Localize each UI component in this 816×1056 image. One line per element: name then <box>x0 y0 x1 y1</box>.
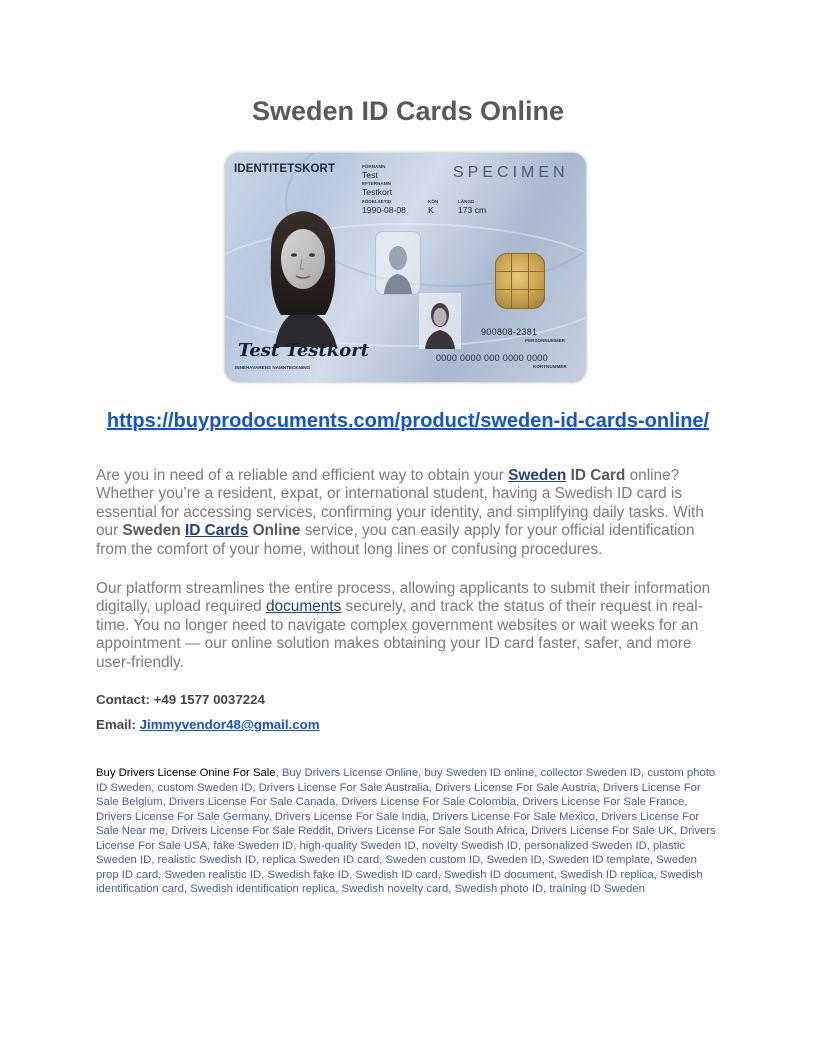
tag-separator: , <box>437 868 444 881</box>
tag-link[interactable]: Sweden prop ID card <box>96 854 697 881</box>
tag-separator: , <box>646 839 654 852</box>
tag-link[interactable]: Swedish identification replica <box>190 883 336 896</box>
tag-link[interactable]: replica Sweden ID card <box>262 854 380 867</box>
tag-link[interactable]: buy Sweden ID online <box>424 767 535 779</box>
card-label-signature: INNEHAVARENS NAMNTECKNING <box>235 365 311 370</box>
tag-separator: , <box>268 810 275 823</box>
tag-separator: , <box>151 854 158 867</box>
tag-separator: , <box>553 868 561 881</box>
tag-link[interactable]: Swedish ID document <box>443 868 554 881</box>
tag-link[interactable]: Drivers License For Sale India <box>274 810 427 823</box>
card-label-kortnummer: KORTNUMMER <box>533 364 567 369</box>
card-label-efternamn: EFTERNAMN <box>362 181 391 186</box>
card-label-kon: KÖN <box>428 199 439 204</box>
tag-link[interactable]: Buy Drivers License Onine For Sale <box>96 767 276 779</box>
tag-link[interactable]: Swedish identification card <box>96 868 703 896</box>
tag-separator: , <box>534 767 541 779</box>
intro-paragraph: Are you in need of a reliable and efficient way to obtain your Sweden ID Card online? Whether you’re a resident, expat, or international student, having a Swedish ID card is essential for accessing services, confirming your identity, and simplifying daily tasks. With our Sweden ID Cards Online service, you can easily apply for your official identification from the comfort of your home, without long lines or confusing procedures. <box>96 467 704 558</box>
tag-separator: , <box>428 781 436 794</box>
tag-link[interactable]: Drivers License For Sale Colombia <box>341 796 517 809</box>
card-specimen: SPECIMEN <box>453 164 569 181</box>
tag-separator: , <box>165 825 172 838</box>
tag-separator: , <box>641 767 648 779</box>
tag-link[interactable]: Swedish ID card <box>355 868 438 881</box>
tag-link[interactable]: Drivers License For Sale South Africa <box>337 825 525 838</box>
tag-link[interactable]: novelty Swedish ID <box>421 839 519 852</box>
tag-separator: , <box>518 839 525 852</box>
card-chip <box>495 253 545 309</box>
tag-separator: , <box>252 781 259 794</box>
contact-phone: Contact: +49 1577 0037224 <box>96 692 265 707</box>
tag-separator: , <box>151 781 158 794</box>
tag-link[interactable]: custom Sweden ID <box>157 781 253 794</box>
tag-link[interactable]: personalized Sweden ID <box>524 839 647 852</box>
tag-separator: , <box>335 883 342 896</box>
tag-link[interactable]: Drivers License For Sale Mexico <box>432 810 595 823</box>
card-label-fodelsetid: FÖDELSETID <box>362 199 392 204</box>
tag-link[interactable]: Swedish photo ID <box>454 883 544 896</box>
tag-link[interactable]: training ID Sweden <box>549 883 645 896</box>
tag-separator: , <box>183 883 191 896</box>
tag-link[interactable]: Sweden realistic ID <box>164 868 262 881</box>
tag-separator: , <box>261 868 268 881</box>
tag-separator: , <box>330 825 338 838</box>
tag-link[interactable]: plastic Sweden ID <box>96 839 686 867</box>
tag-separator: , <box>596 781 603 794</box>
tag-separator: , <box>653 868 660 881</box>
email-link[interactable]: Jimmyvendor48@gmail.com <box>139 717 320 732</box>
card-personnummer: 900808-2381 <box>481 327 538 337</box>
card-label-personnummer: PERSONNUMMER <box>525 338 566 343</box>
tag-list <box>96 766 720 897</box>
tag-separator: , <box>293 839 300 852</box>
tag-separator: , <box>379 854 386 867</box>
card-portrait <box>245 197 361 347</box>
tag-link[interactable]: Sweden ID template <box>548 854 650 867</box>
tag-separator: , <box>418 767 425 779</box>
product-link[interactable]: https://buyprodocuments.com/product/sweden-id-cards-online/ <box>106 410 710 432</box>
id-card-image <box>225 153 586 382</box>
card-kortnummer: 0000 0000 000 0000 0000 <box>436 353 549 363</box>
tag-link[interactable]: collector Sweden ID <box>540 767 642 779</box>
card-value-fornamn: Test <box>362 170 378 180</box>
tag-separator: , <box>162 796 169 809</box>
tag-separator: , <box>335 796 342 809</box>
tag-link[interactable]: Drivers License For Sale Near me <box>96 810 700 838</box>
tag-link[interactable]: Swedish fake ID <box>267 868 350 881</box>
tag-link[interactable]: high-quality Sweden ID <box>299 839 416 852</box>
card-ghost-image <box>375 231 421 295</box>
link-id-cards[interactable]: ID Cards <box>184 522 249 540</box>
contact-email: Email: Jimmyvendor48@gmail.com <box>96 717 320 732</box>
platform-paragraph: Our platform streamlines the entire process, allowing applicants to submit their information digitally, upload required documents securely, and track the status of their request in real-time. You no longer need to navigate complex government websites or wait weeks for an appointment — our online solution makes obtaining your ID card faster, safer, and more user-friendly. <box>96 580 711 671</box>
card-value-fodelsetid: 1990-08-08 <box>362 205 406 215</box>
tag-separator: , <box>516 796 523 809</box>
tag-link[interactable]: Drivers License For Sale USA <box>96 825 716 852</box>
tag-separator: , <box>594 810 602 823</box>
tag-link[interactable]: Drivers License For Sale Austria <box>435 781 597 794</box>
card-label-fornamn: FÖRNAMN <box>362 164 386 169</box>
tag-separator: , <box>275 767 282 779</box>
tag-separator: , <box>480 854 487 867</box>
tag-link[interactable]: custom photo ID Sweden <box>96 767 716 794</box>
card-label-langd: LÄNGD <box>458 199 475 204</box>
tag-separator: , <box>541 854 549 867</box>
tag-separator: , <box>543 883 550 896</box>
card-header: IDENTITETSKORT <box>234 163 336 175</box>
tag-link[interactable]: Drivers License For Sale Germany <box>96 810 269 823</box>
card-value-efternamn: Testkort <box>362 187 393 197</box>
tag-link[interactable]: Drivers License For Sale Belgium <box>96 781 701 809</box>
tag-separator: , <box>158 868 165 881</box>
tag-link[interactable]: Sweden custom ID <box>385 854 481 867</box>
link-documents[interactable]: documents <box>265 598 342 616</box>
card-value-kon: K <box>428 205 434 215</box>
tag-link[interactable]: fake Sweden ID <box>213 839 294 852</box>
tag-separator: , <box>415 839 422 852</box>
tag-link[interactable]: Drivers License For Sale UK <box>531 825 674 838</box>
tag-separator: , <box>684 796 688 809</box>
tag-link[interactable]: Buy Drivers License Online <box>281 767 419 779</box>
tag-link[interactable]: realistic Swedish ID <box>157 854 257 867</box>
tag-separator: , <box>349 868 356 881</box>
tag-link[interactable]: Drivers License For Sale Canada <box>168 796 336 809</box>
tag-link[interactable]: Drivers License For Sale Australia <box>258 781 429 794</box>
tag-link[interactable]: Sweden ID <box>486 854 542 867</box>
tag-separator: , <box>649 854 657 867</box>
tag-separator: , <box>207 839 214 852</box>
tag-separator: , <box>673 825 680 838</box>
tag-link[interactable]: Swedish ID replica <box>560 868 654 881</box>
tag-separator: , <box>524 825 532 838</box>
tag-link[interactable]: Drivers License For Sale Reddit <box>171 825 331 838</box>
tag-separator: , <box>256 854 263 867</box>
card-secondary-photo <box>419 293 461 349</box>
page-title: Sweden ID Cards Online <box>251 96 565 126</box>
card-signature: Test Testkort <box>238 340 370 361</box>
link-sweden[interactable]: Sweden <box>508 467 567 484</box>
tag-link[interactable]: Drivers License For Sale France <box>522 796 685 809</box>
tag-link[interactable]: Swedish novelty card <box>341 883 449 896</box>
tag-separator: , <box>426 810 433 823</box>
tag-separator: , <box>448 883 455 896</box>
card-value-langd: 173 cm <box>458 205 487 215</box>
